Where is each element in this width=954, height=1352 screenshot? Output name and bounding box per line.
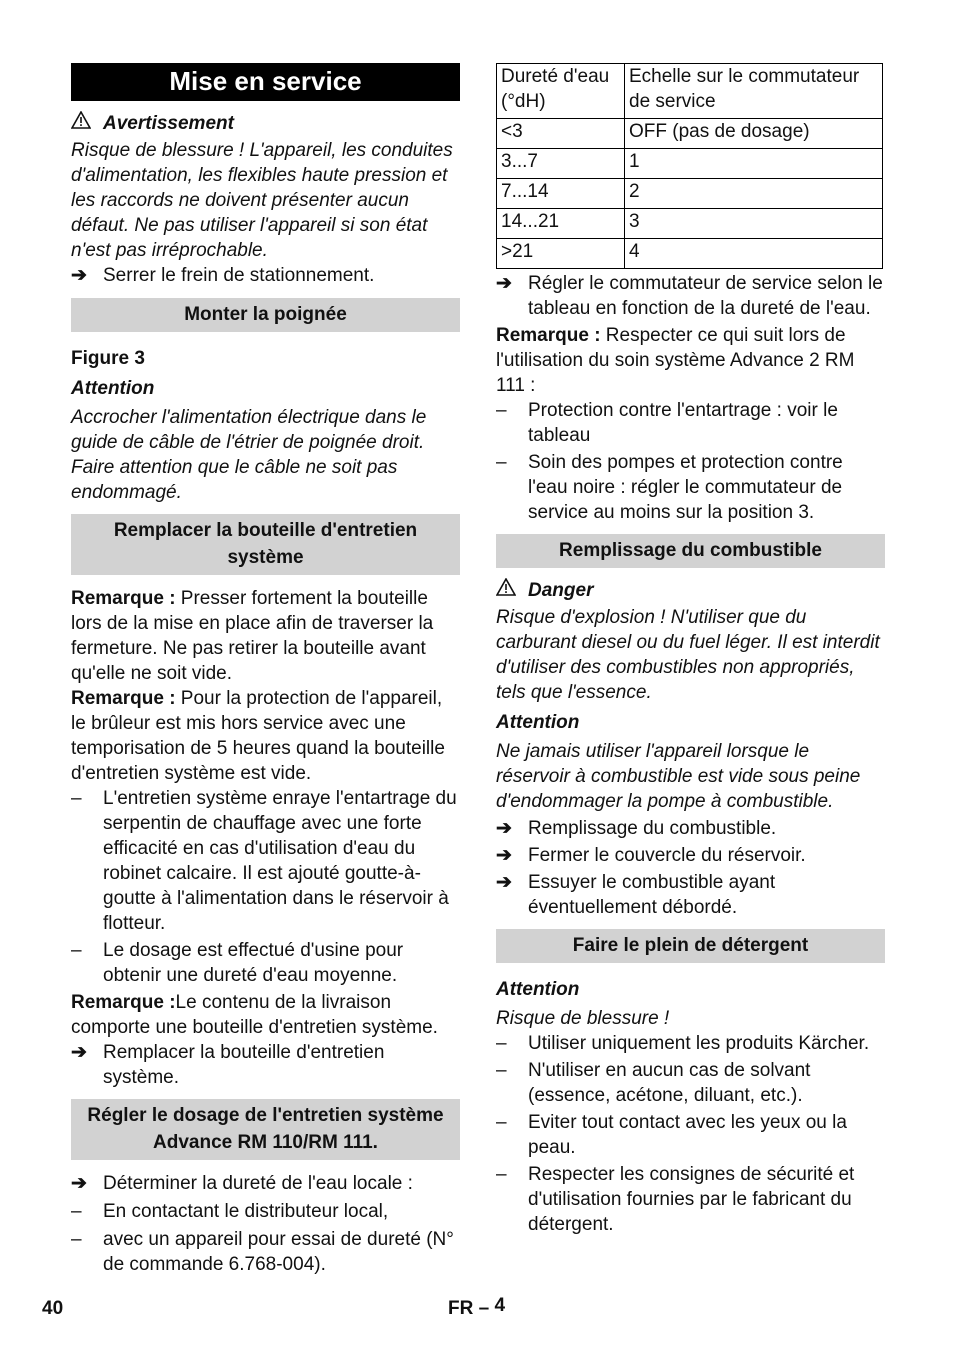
section-heading-dosage: Régler le dosage de l'entretien système Advance RM 110/RM 111. [71, 1099, 460, 1160]
remark-3 [71, 990, 460, 1040]
dash-bullet: – [496, 1112, 507, 1133]
warning-heading [71, 111, 460, 136]
step-item [496, 870, 885, 920]
step-text: Remplacer la bouteille d'entretien système. [103, 1042, 385, 1088]
table-row [497, 119, 883, 149]
remark-text: Presser fortement la bouteille lors de la mise en place afin de traverser la fermeture. Ne pas retirer la bouteille avant qu'elle ne soit vide. [71, 588, 434, 684]
remark-label: Remarque : [496, 325, 601, 346]
step-text: Serrer le frein de stationnement. [103, 265, 375, 286]
dash-item [496, 1058, 885, 1108]
table-row [497, 149, 883, 179]
table-row [497, 179, 883, 209]
dash-bullet: – [496, 1060, 507, 1081]
dash-item [496, 1110, 885, 1160]
table-cell: 1 [625, 149, 883, 179]
dash-bullet: – [71, 940, 82, 961]
step-item [496, 843, 885, 868]
step-text: Remplissage du combustible. [528, 818, 777, 839]
remark-text: Le contenu de la livraison comporte une bouteille d'entretien système. [71, 992, 438, 1038]
section-heading-bouteille: Remplacer la bouteille d'entretien système [71, 514, 460, 575]
dash-bullet: – [496, 1033, 507, 1054]
step-text: Régler le commutateur de service selon le tableau en fonction de la dureté de l'eau. [528, 273, 883, 319]
dash-text: Respecter les consignes de sécurité et d'utilisation fournies par le fabricant du détergent. [528, 1164, 855, 1235]
page-title: Mise en service [71, 63, 460, 101]
dash-item [496, 1162, 885, 1237]
dash-text: Eviter tout contact avec les yeux ou la peau. [528, 1112, 847, 1158]
step-text: Déterminer la dureté de l'eau locale : [103, 1173, 413, 1194]
attention-text: Accrocher l'alimentation électrique dans le guide de câble de l'étrier de poignée droit. Faire attention que le câble ne soit pas endommagé. [71, 407, 427, 503]
table-header-cell: Dureté d'eau (°dH) [497, 64, 625, 119]
remark-label: Remarque : [71, 588, 176, 609]
table-header-row [497, 64, 883, 119]
dash-text: Soin des pompes et protection contre l'eau noire : régler le commutateur de service au moins sur la position 3. [528, 452, 843, 523]
dash-bullet: – [71, 1229, 82, 1250]
dash-bullet: – [71, 1201, 82, 1222]
step-item [496, 271, 885, 321]
warning-triangle-icon [71, 111, 93, 136]
table-row [497, 209, 883, 239]
dash-item [71, 786, 460, 936]
warning-title: Avertissement [103, 113, 234, 134]
table-cell: 7...14 [497, 179, 625, 209]
section-heading-combustible: Remplissage du combustible [496, 534, 885, 568]
table-row [497, 239, 883, 269]
section-heading-poignee: Monter la poignée [71, 298, 460, 332]
dash-text: L'entretien système enraye l'entartrage du serpentin de chauffage avec une forte efficacité en cas d'utilisation d'eau du robinet calcaire. Il est ajouté goutte-à-goutte à l'alimentation dans le réservoir à flotteur. [103, 788, 457, 934]
table-cell: 3 [625, 209, 883, 239]
section-heading-detergent: Faire le plein de détergent [496, 929, 885, 963]
table-cell: 4 [625, 239, 883, 269]
page-number: 40 [42, 1298, 64, 1319]
warning-text: Risque de blessure ! L'appareil, les conduites d'alimentation, les flexibles haute pression et les raccords ne doivent présenter aucun défaut. Ne pas utiliser l'appareil si son état n'est pas irréprochable. [71, 140, 453, 261]
step-item [71, 1040, 460, 1090]
step-text: Fermer le couvercle du réservoir. [528, 845, 806, 866]
dash-item [71, 938, 460, 988]
footer-lang-code: FR [448, 1298, 474, 1319]
table-cell: 14...21 [497, 209, 625, 239]
dash-bullet: – [496, 400, 507, 421]
dash-bullet: – [496, 452, 507, 473]
table-cell: OFF (pas de dosage) [625, 119, 883, 149]
remark-label: Remarque : [71, 992, 176, 1013]
arrow-right-icon: ➔ [71, 265, 87, 286]
warning-triangle-icon [496, 578, 518, 603]
remark-text: Respecter ce qui suit lors de l'utilisation du soin système Advance 2 RM 111 : [496, 325, 855, 396]
dash-text: Utiliser uniquement les produits Kärcher. [528, 1033, 870, 1054]
dash-text: Le dosage est effectué d'usine pour obtenir une dureté d'eau moyenne. [103, 940, 404, 986]
left-column [71, 63, 460, 1277]
dash-bullet: – [71, 788, 82, 809]
table-cell: 2 [625, 179, 883, 209]
dash-text: Protection contre l'entartrage : voir le tableau [528, 400, 838, 446]
step-text: Essuyer le combustible ayant éventuellement débordé. [528, 872, 776, 918]
danger-title: Danger [528, 580, 594, 601]
dash-text: En contactant le distributeur local, [103, 1201, 389, 1222]
table-cell: >21 [497, 239, 625, 269]
dash-bullet: – [496, 1164, 507, 1185]
hardness-table [496, 63, 883, 269]
dash-text: N'utiliser en aucun cas de solvant (essence, acétone, diluant, etc.). [528, 1060, 811, 1106]
remark-label: Remarque : [71, 688, 176, 709]
attention-text: Ne jamais utiliser l'appareil lorsque le réservoir à combustible est vide sous peine d'endommager la pompe à combustible. [496, 741, 861, 812]
dash-item [496, 398, 885, 448]
right-column [496, 63, 885, 1237]
table-header-cell: Echelle sur le commutateur de service [625, 64, 883, 119]
remark-2 [71, 686, 460, 786]
table-cell: <3 [497, 119, 625, 149]
attention-text: Risque de blessure ! [496, 1008, 670, 1029]
arrow-right-icon: ➔ [496, 818, 512, 839]
danger-text: Risque d'explosion ! N'utiliser que du carburant diesel ou du fuel léger. Il est interdit d'utiliser des combustibles non appropriés, tels que l'essence. [496, 607, 880, 703]
arrow-right-icon: ➔ [496, 273, 512, 294]
step-item [71, 1171, 460, 1196]
arrow-right-icon: ➔ [496, 872, 512, 893]
table-cell: 3...7 [497, 149, 625, 179]
footer-section-number: 4 [494, 1295, 506, 1316]
dash-item [71, 1227, 460, 1277]
step-item [496, 816, 885, 841]
attention-heading: Attention [496, 979, 580, 1000]
dash-item [71, 1199, 460, 1224]
dash-item [496, 450, 885, 525]
dash-text: avec un appareil pour essai de dureté (N° de commande 6.768-004). [103, 1229, 454, 1275]
arrow-right-icon: ➔ [71, 1042, 87, 1063]
attention-heading: Attention [496, 712, 580, 733]
remark-text: Pour la protection de l'appareil, le brûleur est mis hors service avec une temporisation de 5 heures quand la bouteille d'entretien système est vide. [71, 688, 445, 784]
remark-4 [496, 323, 885, 398]
step-item [71, 263, 460, 288]
footer-lang [448, 1296, 505, 1321]
figure-label: Figure 3 [71, 348, 145, 369]
remark-1 [71, 586, 460, 686]
danger-heading [496, 578, 885, 603]
dash-item [496, 1031, 885, 1056]
attention-heading: Attention [71, 378, 155, 399]
arrow-right-icon: ➔ [71, 1173, 87, 1194]
footer-separator: – [478, 1298, 490, 1319]
arrow-right-icon: ➔ [496, 845, 512, 866]
